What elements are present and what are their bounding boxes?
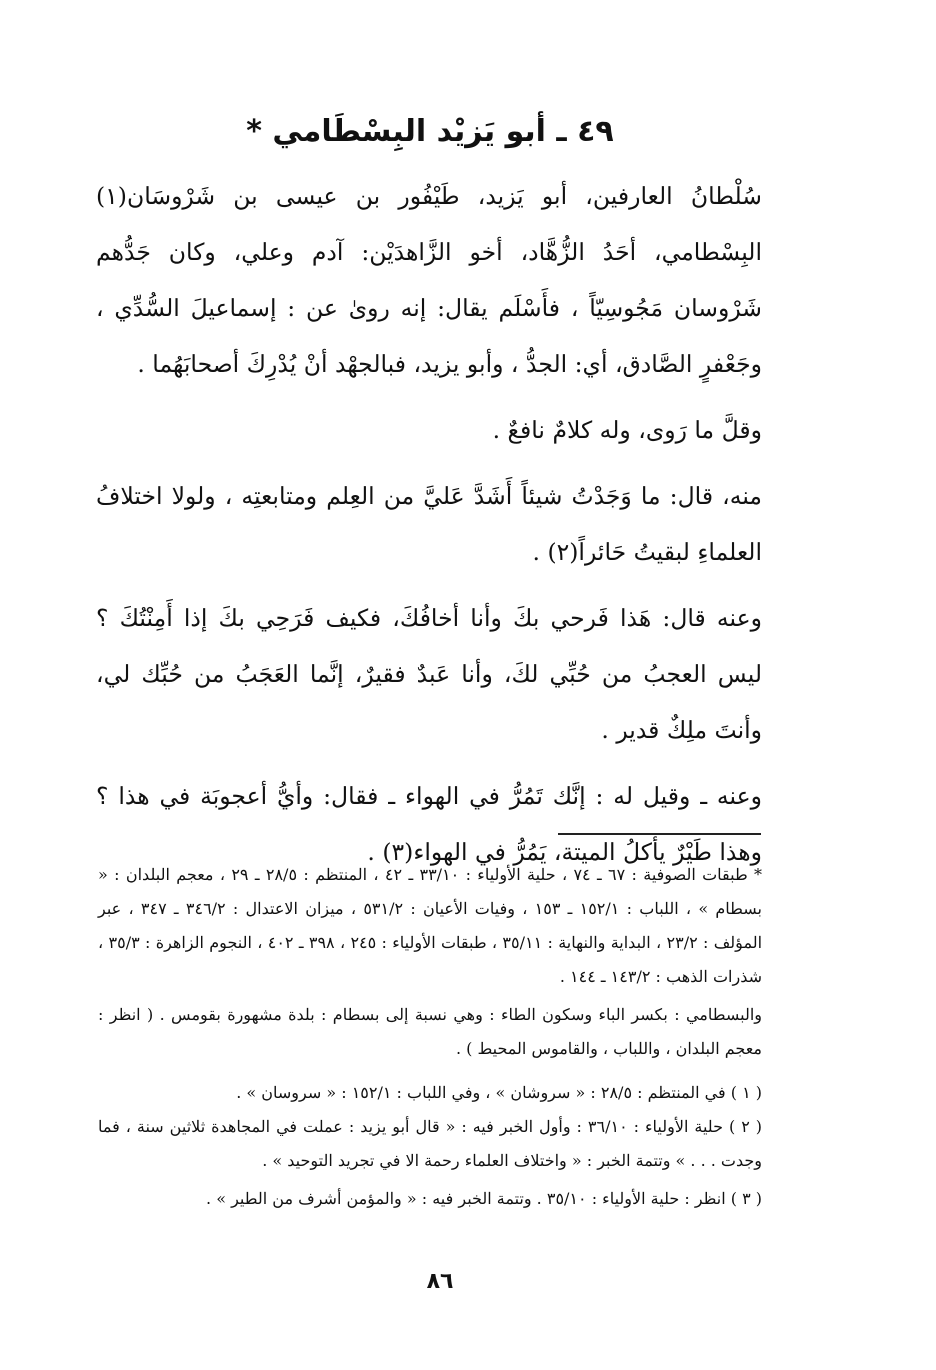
paragraph-air-saying: وعنه ـ وقيل له : إنَّك تَمُرُّ في الهواء ـ فقال: وأيُّ أعجوبَة في هذا ؟ وهذا طَيْرٌ يأكلُ الميتة، يَمُرُّ في الهواء(٣) .: [96, 782, 762, 866]
paragraph-narration: وقلَّ ما رَوى، وله كلامٌ نافعٌ .: [492, 416, 762, 444]
paragraph-biography: سُلْطانُ العارفين، أبو يَزيد، طَيْفُور بن عيسى بن شَرْوسَان(١) البِسْطامي، أحَدُ الزُّهَّاد، أخو الزَّاهدَيْن: آدم وعلي، وكان جَدُّهم شَرْوسان مَجُوسِيّاً ، فأَسْلَم يقال: إنه روىٰ عن : إسماعيلَ السُّدِّي ، وجَعْفرٍ الصَّادق، أي: الجدُّ ، وأبو يزيد، فبالجهْد أنْ يُدْرِكَ أصحابَهُما .: [96, 182, 762, 378]
chapter-heading: ٤٩ ـ أبو يَزيْد البِسْطَامي *: [246, 114, 614, 149]
footnote-1: ( ١ ) في المنتظم : ٢٨/٥ : « سروشان » ، وفي اللباب : ١٥٢/١ : « سروسان » .: [236, 1083, 762, 1102]
footnotes: [98, 858, 762, 1216]
main-text: [96, 168, 762, 880]
footnote-2: ( ٢ ) حلية الأولياء : ٣٦/١٠ : وأول الخبر فيه : « قال أبو يزيد : عملت في المجاهدة ثلاثين سنة ، فما وجدت . . . » وتتمة الخبر : « واختلاف العلماء رحمة الا في تجريد التوحيد » .: [98, 1117, 763, 1170]
paragraph-knowledge-saying: منه، قال: ما وَجَدْتُ شيئاً أَشَدَّ عَليَّ من العِلم ومتابعتِه ، ولولا اختلافُ العلماءِ لبقيتُ حَائراً(٢) .: [96, 482, 762, 566]
footnote-3: ( ٣ ) انظر : حلية الأولياء : ٣٥/١٠ . وتتمة الخبر فيه : « والمؤمن أشرف من الطير » .: [206, 1189, 762, 1208]
page-number: ٨٦: [426, 1269, 454, 1294]
footnote-sources: * طبقات الصوفية : ٦٧ ـ ٧٤ ، حلية الأولياء : ٣٣/١٠ ـ ٤٢ ، المنتظم : ٢٨/٥ ـ ٢٩ ، معجم البلدان : « بسطام » ، اللباب : ١٥٢/١ ـ ١٥٣ ، وفيات الأعيان : ٥٣١/٢ ، ميزان الاعتدال : ٣٤٦/٢ ـ ٣٤٧ ، عبر المؤلف : ٢٣/٢ ، البداية والنهاية : ٣٥/١١ ، طبقات الأولياء : ٢٤٥ ، ٣٩٨ ـ ٤٠٢ ، النجوم الزاهرة : ٣٥/٣ ، شذرات الذهب : ١٤٣/٢ ـ ١٤٤ .: [98, 865, 763, 986]
paragraph-joy-saying: وعنه قال: هَذا فَرحي بكَ وأنا أخافُكَ، فكيف فَرَحِي بكَ إذا أَمِنْتُكَ ؟ ليس العجبُ من حُبِّي لكَ، وأنا عَبدٌ فقيرٌ، إنَّما العَجَبُ من حُبِّك لي، وأنتَ ملِكٌ قدير .: [96, 604, 762, 744]
footnote-separator: [558, 833, 761, 835]
footnote-nisba: والبسطامي : بكسر الباء وسكون الطاء : وهي نسبة إلى بسطام : بلدة مشهورة بقومس . ( انظر : معجم البلدان ، واللباب ، والقاموس المحيط ) .: [98, 1005, 762, 1058]
